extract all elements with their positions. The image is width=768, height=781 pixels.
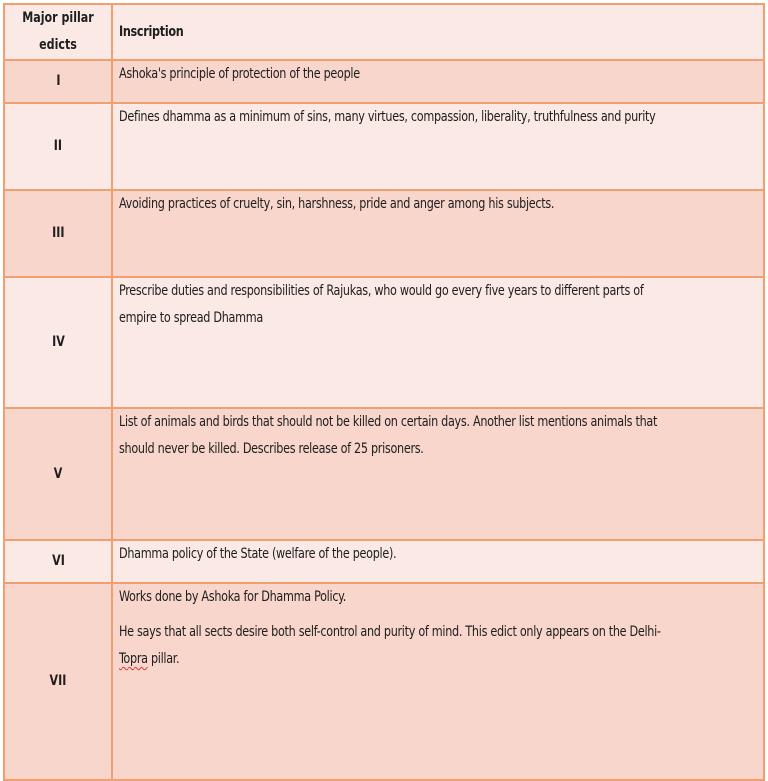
table-row xyxy=(4,103,764,190)
edicts-table xyxy=(3,3,765,781)
edict-number xyxy=(4,277,112,408)
inscription-cell xyxy=(112,583,764,780)
edict-number xyxy=(4,103,112,190)
inscription-paragraph xyxy=(119,619,669,673)
inscription-text xyxy=(119,584,669,673)
edict-label: VI xyxy=(51,553,65,569)
table-row xyxy=(4,60,764,103)
edict-number xyxy=(4,408,112,540)
edict-number xyxy=(4,190,112,277)
edict-label: VII xyxy=(49,673,67,689)
table-row xyxy=(4,583,764,780)
table-row xyxy=(4,190,764,277)
header-edict-label: Major pillar edicts xyxy=(22,10,94,53)
edict-label: II xyxy=(53,138,63,154)
table-row xyxy=(4,277,764,408)
table-row xyxy=(4,540,764,583)
edict-label: V xyxy=(53,465,63,482)
inscription-cell xyxy=(112,408,764,540)
inscription-paragraph: Works done by Ashoka for Dhamma Policy. xyxy=(119,589,346,605)
header-inscription-label: Inscription xyxy=(119,23,184,40)
inscription-text-part: pillar. xyxy=(147,651,180,667)
header-edict xyxy=(4,4,112,60)
table-header-row xyxy=(4,4,764,60)
inscription-text: Avoiding practices of cruelty, sin, harshness, pride and anger among his subjects. xyxy=(119,196,555,212)
inscription-text: Defines dhamma as a minimum of sins, many virtues, compassion, liberality, truthfulness and purity xyxy=(119,109,656,125)
edict-label: IV xyxy=(51,334,65,350)
inscription-cell xyxy=(112,540,764,583)
edict-number xyxy=(4,583,112,780)
inscription-cell xyxy=(112,277,764,408)
table-row xyxy=(4,408,764,540)
spellcheck-flagged-word: Topra xyxy=(119,651,148,667)
inscription-text: Prescribe duties and responsibilities of Rajukas, who would go every five years to different parts of empire to spread Dhamma xyxy=(119,283,644,326)
inscription-text-part: He says that all sects desire both self-control and purity of mind. This edict only appears on the Delhi- xyxy=(119,624,660,640)
edict-label: III xyxy=(51,225,65,241)
inscription-cell xyxy=(112,60,764,103)
inscription-cell xyxy=(112,190,764,277)
edict-label: I xyxy=(55,73,61,89)
edict-number xyxy=(4,60,112,103)
header-inscription xyxy=(112,4,764,60)
inscription-text: List of animals and birds that should not be killed on certain days. Another list mentions animals that should never be killed. Describes release of 25 prisoners. xyxy=(119,414,658,457)
inscription-text: Ashoka's principle of protection of the people xyxy=(119,66,360,82)
inscription-cell xyxy=(112,103,764,190)
edict-number xyxy=(4,540,112,583)
inscription-text: Dhamma policy of the State (welfare of the people). xyxy=(119,546,397,562)
